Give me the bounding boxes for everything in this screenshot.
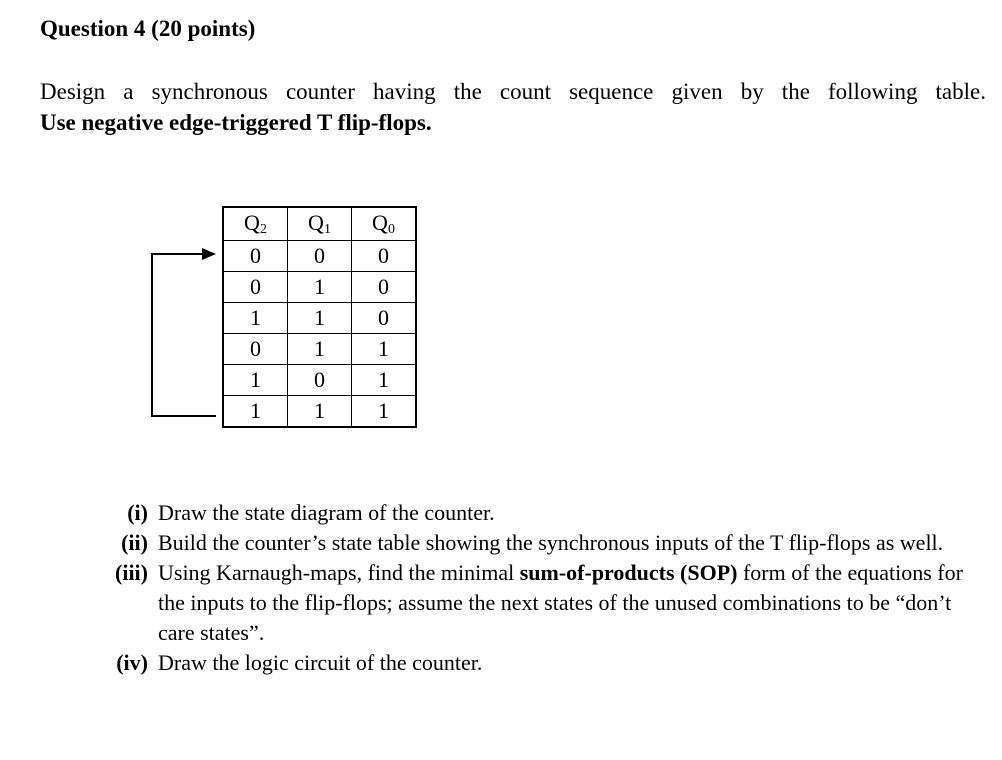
table-row (223, 334, 416, 365)
task-number: (i) (127, 500, 148, 525)
task-item (90, 498, 990, 528)
task-item (90, 648, 990, 678)
header-subscript: 2 (259, 222, 267, 237)
table-row (223, 241, 416, 272)
table-row (223, 272, 416, 303)
table-cell: 1 (288, 272, 352, 303)
header-subscript: 0 (387, 222, 395, 237)
header-subscript: 1 (323, 222, 331, 237)
table-row (223, 303, 416, 334)
task-text: form of the equations for the inputs to the flip-flops; assume the next states of the unused combinations to be “don’t care states”. (158, 560, 963, 645)
header-q1 (288, 207, 352, 241)
table-cell: 0 (352, 241, 417, 272)
table-cell: 0 (223, 334, 288, 365)
table-row (223, 396, 416, 428)
table-cell: 1 (223, 365, 288, 396)
intro-line-2: Use negative edge-triggered T flip-flops. (40, 110, 432, 135)
table-cell: 0 (352, 272, 417, 303)
table-cell: 1 (288, 334, 352, 365)
table-cell: 1 (352, 396, 417, 428)
task-list (90, 498, 990, 678)
task-emphasis: sum-of-products (SOP) (519, 560, 738, 585)
table-cell: 0 (223, 241, 288, 272)
intro-line-1: Design a synchronous counter having the count sequence given by the following table. (40, 79, 986, 104)
table-cell: 0 (352, 303, 417, 334)
table-row (223, 365, 416, 396)
table-cell: 1 (352, 365, 417, 396)
task-text: Draw the state diagram of the counter. (158, 500, 495, 525)
table-cell: 1 (352, 334, 417, 365)
question-intro (40, 76, 986, 138)
header-letter: Q (244, 210, 260, 235)
task-number: (ii) (121, 530, 148, 555)
table-cell: 1 (223, 303, 288, 334)
loop-back-arrow (140, 236, 220, 426)
header-letter: Q (372, 210, 388, 235)
header-q2 (223, 207, 288, 241)
table-cell: 1 (288, 303, 352, 334)
header-letter: Q (308, 210, 324, 235)
task-item (90, 558, 990, 648)
count-sequence-table (222, 206, 417, 428)
table-cell: 0 (223, 272, 288, 303)
arrowhead-icon (202, 248, 216, 260)
table-cell: 0 (288, 365, 352, 396)
table-body (223, 241, 416, 428)
task-text: Using Karnaugh-maps, find the minimal (158, 560, 520, 585)
table-cell: 0 (288, 241, 352, 272)
question-title: Question 4 (20 points) (40, 16, 256, 41)
task-number: (iii) (115, 560, 148, 585)
table-cell: 1 (223, 396, 288, 428)
task-text: Draw the logic circuit of the counter. (158, 650, 483, 675)
task-number: (iv) (116, 650, 148, 675)
table-cell: 1 (288, 396, 352, 428)
table-header-row (223, 207, 416, 241)
header-q0 (352, 207, 417, 241)
task-text: Build the counter’s state table showing the synchronous inputs of the T flip-flops as well. (158, 530, 944, 555)
task-item (90, 528, 990, 558)
